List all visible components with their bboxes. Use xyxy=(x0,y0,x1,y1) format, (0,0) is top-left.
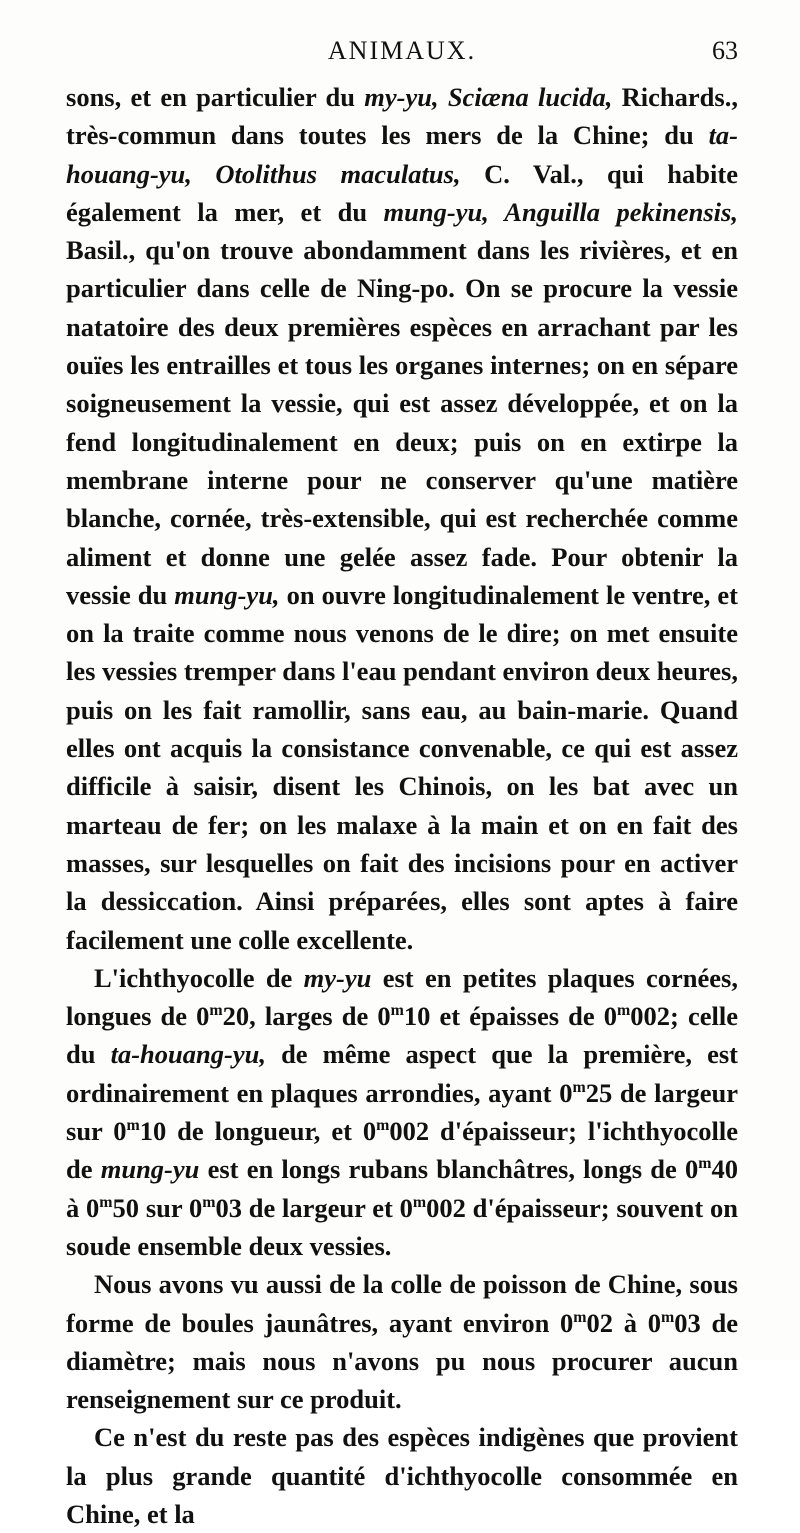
text-run: Richards., très-commun dans toutes les mers de la Chine; du xyxy=(66,82,738,151)
text-run: C. Val., qui habite également la mer, et du xyxy=(66,158,738,227)
italic-term: ta-houang-yu, Otolithus maculatus, xyxy=(66,120,738,189)
italic-term: ta-houang-yu, xyxy=(110,1039,266,1070)
unit-superscript: m xyxy=(698,1155,712,1173)
unit-superscript: m xyxy=(573,1308,587,1326)
italic-term: my-yu, Sciæna lucida, xyxy=(364,82,613,112)
italic-term: my-yu xyxy=(303,962,372,993)
unit-superscript: m xyxy=(661,1308,675,1326)
paragraph xyxy=(66,1418,738,1533)
unit-superscript: m xyxy=(412,1193,427,1211)
running-head xyxy=(66,36,738,72)
text-run: 002 d'épaisseur; l'ichthyocolle de xyxy=(66,1116,738,1185)
italic-term: mung-yu, xyxy=(174,579,280,610)
page-number: 63 xyxy=(712,36,738,65)
paragraph xyxy=(66,78,738,959)
text-run: sons, et en particulier du xyxy=(66,82,365,112)
unit-superscript: m xyxy=(209,1002,223,1020)
paragraph xyxy=(66,959,738,1265)
text-run: 20, larges de 0 xyxy=(222,1001,391,1032)
text-run: Nous avons vu aussi de la colle de poisson de Chine, sous forme de boules jaunâtres, ayant environ 0 xyxy=(66,1269,738,1338)
text-run: 03 de diamètre; mais nous n'avons pu nous procurer aucun renseignement sur ce produit. xyxy=(66,1307,738,1415)
italic-term: mung-yu xyxy=(100,1154,200,1185)
unit-superscript: m xyxy=(376,1117,390,1135)
text-run: 10 de longueur, et 0 xyxy=(139,1116,377,1147)
text-run: 10 et épaisses de 0 xyxy=(403,1001,618,1032)
text-run: on ouvre longitudinalement le ventre, et on la traite comme nous venons de le dire; on met ensuite les vessies tremper dans l'eau pendant environ deux heures, puis on les fait ramollir, sans eau, au bain-marie. Quand elles ont acquis la consistance convenable, ce qui est assez difficile à saisir, disent les Chinois, on les bat avec un marteau de fer; on les malaxe à la main et on en fait des masses, sur lesquelles on fait des incisions pour en activer la dessiccation. Ainsi préparées, elles sont aptes à faire facilement une colle excellente. xyxy=(66,579,738,955)
text-run: est en longs rubans blanchâtres, longs de 0 xyxy=(199,1154,699,1185)
text-run: L'ichthyocolle de xyxy=(94,962,304,993)
italic-term: mung-yu, Anguilla pekinensis, xyxy=(383,196,738,227)
text-run: 002; celle du xyxy=(66,1001,738,1070)
text-run: 25 de largeur sur 0 xyxy=(66,1077,738,1147)
text-run: est en petites plaques cornées, longues de 0 xyxy=(66,962,738,1032)
text-run: 50 sur 0 xyxy=(112,1192,203,1223)
body-text xyxy=(66,78,738,1533)
text-run: 40 à 0 xyxy=(66,1154,738,1223)
text-run: Ce n'est du reste pas des espèces indigènes que provient la plus grande quantité d'ichthyocolle consommée en Chine, et la xyxy=(66,1422,738,1529)
unit-superscript: m xyxy=(99,1193,113,1211)
text-run: 03 de largeur et 0 xyxy=(215,1192,413,1223)
unit-superscript: m xyxy=(390,1002,404,1020)
unit-superscript: m xyxy=(126,1117,140,1135)
unit-superscript: m xyxy=(572,1078,586,1096)
text-run: 002 d'épaisseur; souvent on soude ensemble deux vessies. xyxy=(66,1192,738,1261)
text-run: Basil., qu'on trouve abondamment dans les rivières, et en particulier dans celle de Ning-po. On se procure la vessie natatoire des deux premières espèces en arrachant par les ouïes les entrailles et tous les organes internes; on en sépare soigneusement la vessie, qui est assez développée, et on la fend longitudinalement en deux; puis on en extirpe la membrane interne pour ne conserver qu'une matière blanche, cornée, très-extensible, qui est recherchée comme aliment et donne une gelée assez fade. Pour obtenir la vessie du xyxy=(66,235,738,610)
text-run: 02 à 0 xyxy=(586,1307,662,1338)
unit-superscript: m xyxy=(617,1002,631,1020)
text-run: de même aspect que la première, est ordinairement en plaques arrondies, ayant 0 xyxy=(66,1039,738,1108)
running-title: ANIMAUX. xyxy=(327,36,477,65)
unit-superscript: m xyxy=(202,1193,216,1211)
paragraph xyxy=(66,1265,738,1418)
